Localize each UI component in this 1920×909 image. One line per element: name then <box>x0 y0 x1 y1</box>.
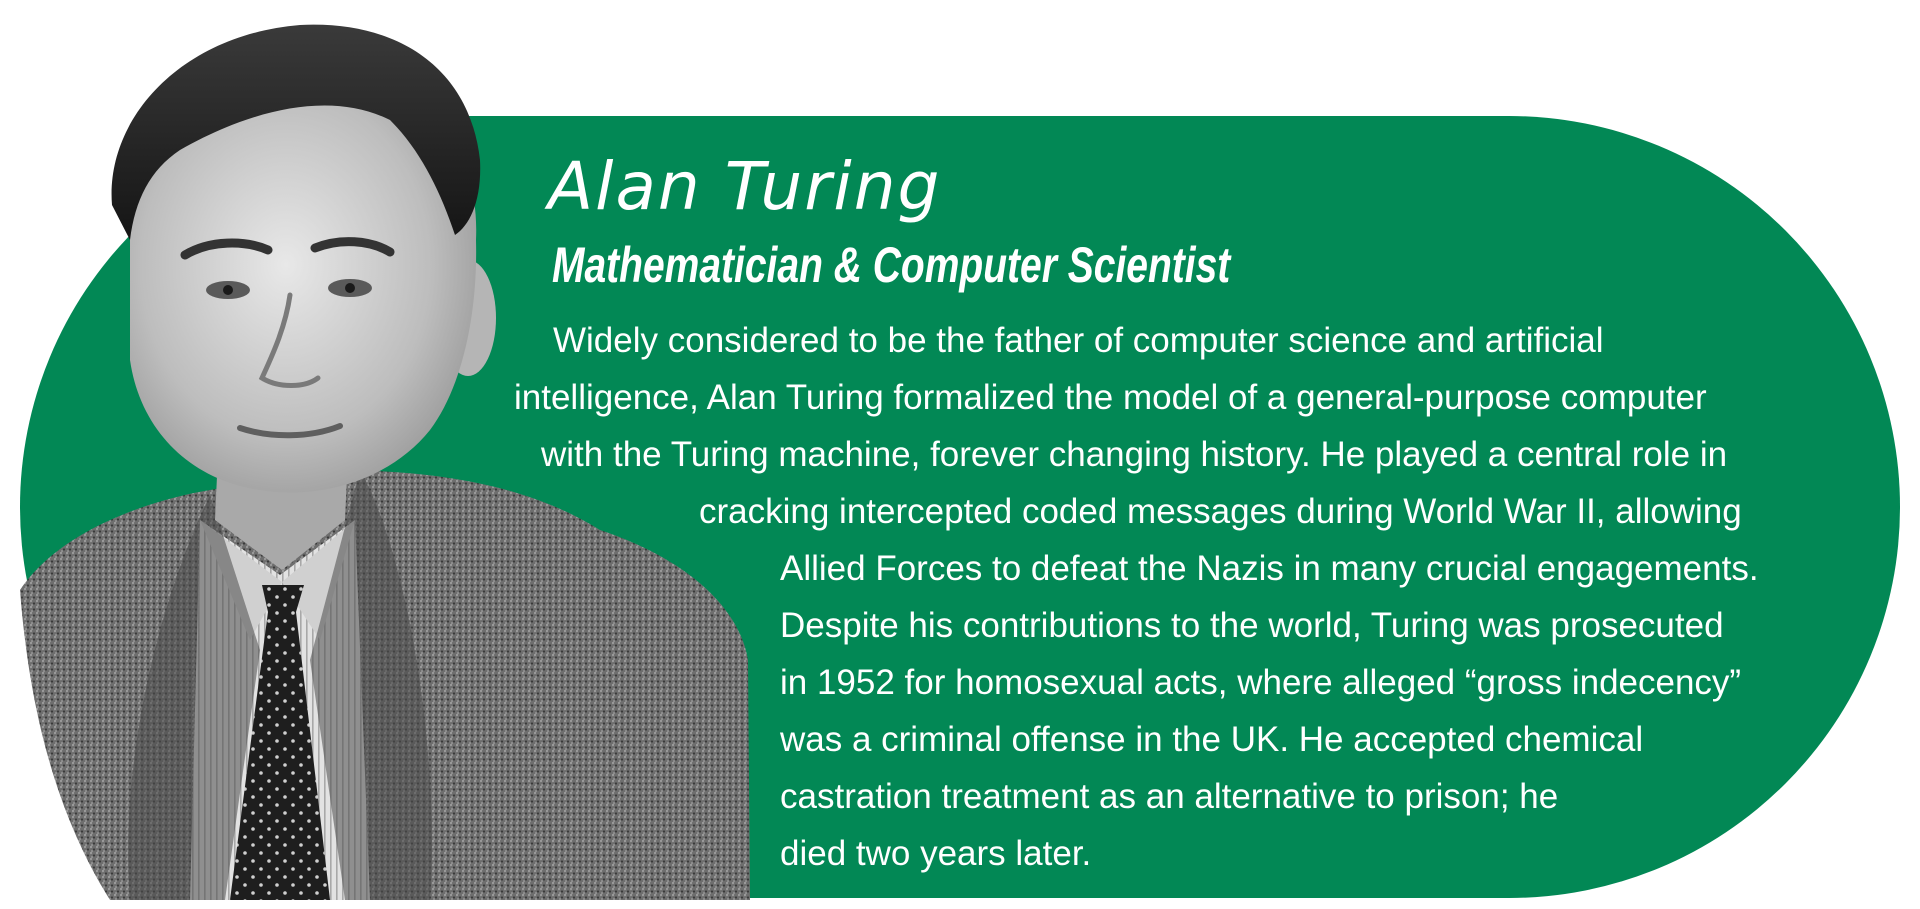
bio-line: cracking intercepted coded messages during World War II, allowing <box>699 492 1742 531</box>
person-role: Mathematician & Computer Scientist <box>552 237 1231 293</box>
bio-line: intelligence, Alan Turing formalized the model of a general-purpose computer <box>514 378 1707 417</box>
bio-line: Widely considered to be the father of computer science and artificial <box>553 321 1604 360</box>
bio-line: with the Turing machine, forever changing history. He played a central role in <box>541 435 1728 474</box>
bio-line: in 1952 for homosexual acts, where alleged “gross indecency” <box>780 663 1742 702</box>
bio-line: was a criminal offense in the UK. He accepted chemical <box>780 720 1644 759</box>
bio-line: Despite his contributions to the world, Turing was prosecuted <box>780 606 1724 645</box>
bio-line: Allied Forces to defeat the Nazis in many crucial engagements. <box>780 549 1759 588</box>
person-name: Alan Turing <box>548 148 942 225</box>
bio-line: died two years later. <box>780 834 1092 873</box>
bio-line: castration treatment as an alternative to prison; he <box>780 777 1559 816</box>
